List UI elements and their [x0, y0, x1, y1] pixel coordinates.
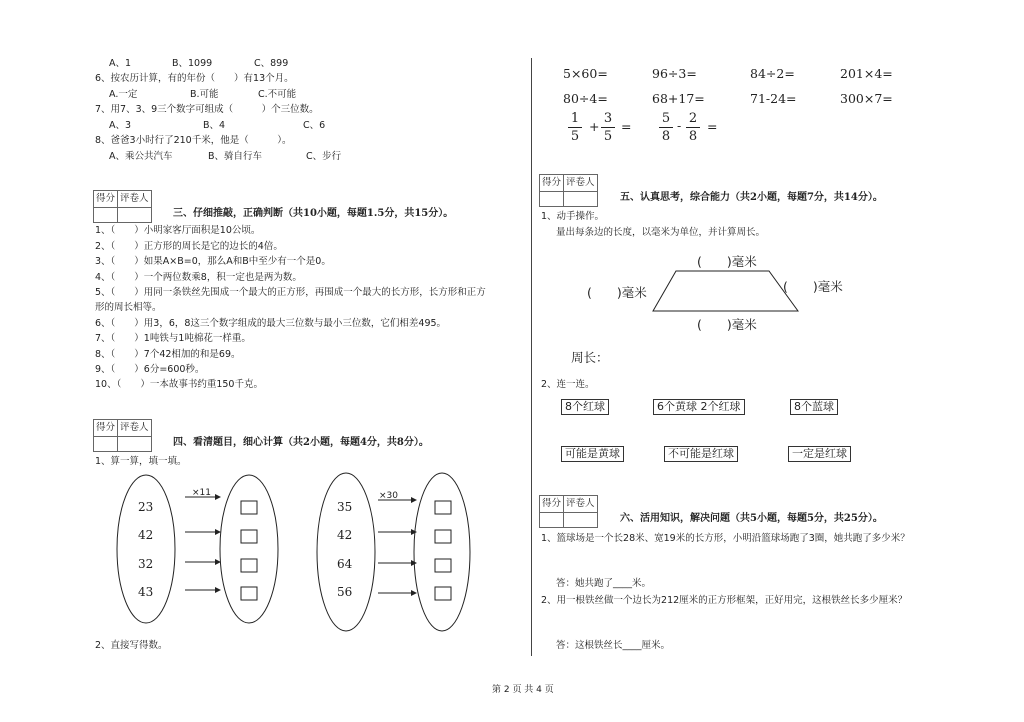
score-label: 得分: [94, 191, 118, 208]
q8-text: 8、爸爸3小时行了210千米，他是（ ）。: [95, 135, 292, 146]
answer-box: [241, 587, 257, 600]
judge-item: 形的周长相等。: [95, 302, 162, 313]
section6-score-table: [539, 495, 598, 528]
answer-box: [435, 559, 451, 572]
section4-q2: 2、直接写得数。: [95, 640, 168, 651]
group2-number: 64: [337, 557, 353, 571]
score-cell[interactable]: [94, 208, 118, 223]
q5-option-c: C、899: [254, 58, 289, 69]
denominator: 5: [570, 129, 580, 144]
section6-title: 六、活用知识，解决问题（共5小题，每题5分，共25分）。: [620, 513, 883, 524]
score-cell[interactable]: [540, 513, 564, 528]
section3-title: 三、仔细推敲，正确判断（共10小题，每题1.5分，共15分）。: [173, 208, 454, 219]
fraction-5-8: [659, 110, 673, 145]
equals-sign: =: [621, 119, 632, 134]
answer-ellipse: [414, 473, 470, 631]
answer-box: [435, 501, 451, 514]
q7-option-c: C、6: [303, 120, 326, 131]
group1-number: 32: [138, 557, 154, 571]
number-ellipse: [317, 473, 375, 631]
match-box-top[interactable]: 6个黄球 2个红球: [653, 399, 745, 415]
judge-item: 10、（ ）一本故事书约重150千克。: [95, 379, 263, 390]
grader-label: 评卷人: [118, 191, 152, 208]
group1-number: 42: [138, 528, 154, 542]
judge-item: 9、（ ）6分=600秒。: [95, 364, 205, 375]
answer-box: [241, 530, 257, 543]
judge-item: 8、（ ）7个42相加的和是69。: [95, 349, 241, 360]
score-label: 得分: [94, 420, 118, 437]
match-box-bottom[interactable]: 不可能是红球: [664, 446, 738, 462]
q7-option-a: A、3: [109, 120, 132, 131]
q7-text: 7、用7、3、9三个数字可组成（ ）个三位数。: [95, 104, 319, 115]
q8-option-a: A、乘公共汽车: [109, 151, 173, 162]
denominator: 8: [661, 129, 671, 144]
mm-bottom-label: ( )毫米: [697, 317, 757, 332]
judge-item: 5、（ ）用同一条铁丝先围成一个最大的正方形，再围成一个最大的长方形，长方形和正方: [95, 287, 486, 298]
calc-item: 84÷2=: [750, 66, 795, 81]
number-ellipse: [117, 475, 175, 623]
section5-score-table: [539, 174, 598, 207]
fraction-1-5: [568, 110, 582, 145]
q6-option-c: C.不可能: [258, 89, 297, 100]
minus-sign: -: [677, 118, 682, 133]
grader-label: 评卷人: [564, 496, 598, 513]
score-cell[interactable]: [540, 192, 564, 207]
mm-left-label: ( )毫米: [587, 285, 647, 300]
q5-option-a: A、1: [109, 58, 132, 69]
column-divider: [531, 58, 532, 656]
section5-q2: 2、连一连。: [541, 379, 595, 390]
denominator: 8: [688, 129, 698, 144]
group2-number: 56: [337, 585, 353, 599]
equals-sign: =: [707, 119, 718, 134]
calc-item: 96÷3=: [652, 66, 697, 81]
score-label: 得分: [540, 496, 564, 513]
calc-item: 68+17=: [652, 91, 705, 106]
numerator: 2: [686, 110, 700, 128]
section6-q2: 2、用一根铁丝做一个边长为212厘米的正方形框架，正好用完，这根铁丝长多少厘米？: [541, 595, 908, 606]
group1-number: 23: [138, 500, 154, 514]
q8-option-b: B、骑自行车: [208, 151, 263, 162]
numerator: 1: [568, 110, 582, 128]
calc-item: 201×4=: [840, 66, 893, 81]
page-footer: 第 2 页 共 4 页: [492, 685, 554, 695]
group1-operator: ×11: [192, 488, 211, 498]
answer-box: [241, 559, 257, 572]
match-box-top[interactable]: 8个蓝球: [790, 399, 838, 415]
section6-a1: 答：她共跑了____米。: [556, 578, 652, 589]
q6-option-b: B.可能: [190, 89, 219, 100]
group2-operator: ×30: [379, 491, 398, 501]
grader-label: 评卷人: [564, 175, 598, 192]
group1-number: 43: [138, 585, 154, 599]
q8-option-c: C、步行: [306, 151, 342, 162]
section5-title: 五、认真思考，综合能力（共2小题，每题7分，共14分）。: [620, 192, 883, 203]
section5-q1: 1、动手操作。: [541, 211, 605, 222]
fraction-3-5: [601, 110, 615, 145]
answer-box: [241, 501, 257, 514]
section6-a2: 答：这根铁丝长____厘米。: [556, 640, 671, 651]
numerator: 5: [659, 110, 673, 128]
group2-number: 35: [337, 500, 353, 514]
q5-option-b: B、1099: [172, 58, 213, 69]
section3-score-table: [93, 190, 152, 223]
perimeter-label: 周长：: [571, 350, 609, 365]
answer-box: [435, 587, 451, 600]
numerator: 3: [601, 110, 615, 128]
match-box-bottom[interactable]: 可能是黄球: [561, 446, 624, 462]
answer-box: [435, 530, 451, 543]
section4-title: 四、看清题目，细心计算（共2小题，每题4分，共8分）。: [173, 437, 429, 448]
plus-sign: +: [589, 119, 600, 134]
judge-item: 1、（ ）小明家客厅面积是10公顷。: [95, 225, 261, 236]
group2-number: 42: [337, 528, 353, 542]
judge-item: 2、（ ）正方形的周长是它的边长的4倍。: [95, 241, 283, 252]
grader-cell[interactable]: [564, 192, 598, 207]
calc-item: 80÷4=: [563, 91, 608, 106]
judge-item: 7、（ ）1吨铁与1吨棉花一样重。: [95, 333, 251, 344]
denominator: 5: [603, 129, 613, 144]
section6-q1: 1、篮球场是一个长28米、宽19米的长方形，小明沿篮球场跑了3圈，她共跑了多少米？: [541, 533, 910, 544]
grader-cell[interactable]: [564, 513, 598, 528]
calc-item: 71-24=: [750, 91, 797, 106]
mm-right-label: ( )毫米: [783, 279, 843, 294]
section5-q1-desc: 量出每条边的长度，以毫米为单位，并计算周长。: [556, 227, 766, 238]
match-box-top[interactable]: 8个红球: [561, 399, 609, 415]
judge-item: 3、（ ）如果A×B=0，那么A和B中至少有一个是0。: [95, 256, 331, 267]
section4-score-table: [93, 419, 152, 452]
grader-cell[interactable]: [118, 208, 152, 223]
judge-item: 4、（ ）一个两位数乘8，积一定也是两为数。: [95, 272, 302, 283]
q6-option-a: A.一定: [109, 89, 138, 100]
section4-q1: 1、算一算，填一填。: [95, 456, 187, 467]
grader-cell[interactable]: [118, 437, 152, 452]
mm-top-label: ( )毫米: [697, 254, 757, 269]
match-box-bottom[interactable]: 一定是红球: [788, 446, 851, 462]
calc-item: 5×60=: [563, 66, 608, 81]
grader-label: 评卷人: [118, 420, 152, 437]
answer-ellipse: [220, 475, 278, 623]
judge-item: 6、（ ）用3，6，8这三个数字组成的最大三位数与最小三位数，它们相差495。: [95, 318, 447, 329]
calc-item: 300×7=: [840, 91, 893, 106]
fraction-2-8: [686, 110, 700, 145]
q7-option-b: B、4: [203, 120, 226, 131]
score-cell[interactable]: [94, 437, 118, 452]
score-label: 得分: [540, 175, 564, 192]
q6-text: 6、按农历计算，有的年份（ ）有13个月。: [95, 73, 294, 84]
